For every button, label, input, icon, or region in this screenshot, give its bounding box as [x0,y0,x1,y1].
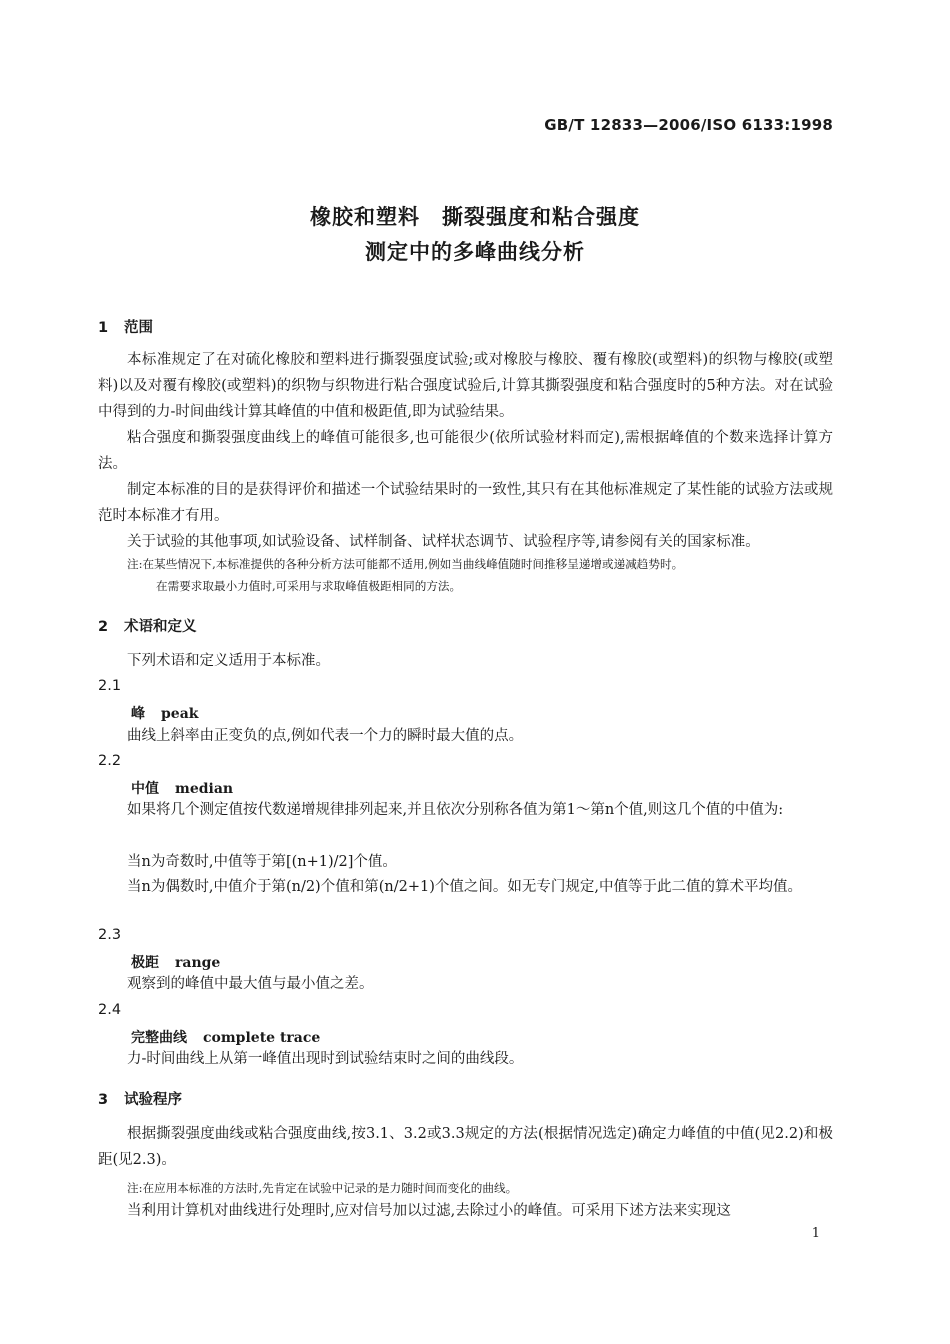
section-title: 术语和定义 [124,619,197,635]
term-definition: 曲线上斜率由正变负的点,例如代表一个力的瞬时最大值的点。 [127,728,524,744]
term-definition: 观察到的峰值中最大值与最小值之差。 [127,976,374,992]
term-definition: 如果将几个测定值按代数递增规律排列起来,并且依次分别称各值为第1～第n个值,则这几个值的中值为: [127,802,784,818]
section-title: 试验程序 [124,1092,182,1108]
section-1-paragraph-4: 关于试验的其他事项,如试验设备、试样制备、试样状态调节、试验程序等,请参阅有关的国家标准。 [127,534,760,550]
section-1-paragraph-2: 粘合强度和撕裂强度曲线上的峰值可能很多,也可能很少(依所试验材料而定),需根据峰值的个数来选择计算方法。 [98,430,833,472]
section-1-note [127,553,837,597]
term-zh: 中值 [131,781,159,797]
section-title: 范围 [124,320,153,336]
note-line-2: 在需要求取最小力值时,可采用与求取峰值极距相同的方法。 [156,579,462,593]
term-definition: 力-时间曲线上从第一峰值出现时到试验结束时之间的曲线段。 [127,1051,524,1067]
term-number: 2.1 [98,678,122,694]
median-odd-case: 当n为奇数时,中值等于第[(n+1)/2]个值。 [127,854,397,870]
term-heading [131,1027,320,1047]
section-1-paragraph-1: 本标准规定了在对硫化橡胶和塑料进行撕裂强度试验;或对橡胶与橡胶、覆有橡胶(或塑料)的织物与橡胶(或塑料)以及对覆有橡胶(或塑料)的织物与织物进行粘合强度试验后,计算其撕裂强度和粘合强度时的5种方法。对在试验中得到的力-时间曲线计算其峰值的中值和极距值,即为试验结果。 [98,352,833,420]
term-number: 2.2 [98,753,122,769]
section-number: 3 [98,1092,109,1108]
section-3-heading [98,1088,182,1109]
standard-code: GB/T 12833—2006/ISO 6133:1998 [544,116,833,134]
section-number: 1 [98,320,109,336]
title-line-2: 测定中的多峰曲线分析 [365,240,585,264]
page-number: 1 [811,1226,820,1241]
section-2-heading [98,615,197,636]
section-3-paragraph-1: 根据撕裂强度曲线或粘合强度曲线,按3.1、3.2或3.3规定的方法(根据情况选定)确定力峰值的中值(见2.2)和极距(见2.3)。 [98,1126,833,1168]
section-3-note: 注:在应用本标准的方法时,先肯定在试验中记录的是力随时间而变化的曲线。 [127,1181,518,1195]
term-zh: 完整曲线 [131,1030,187,1046]
section-1-paragraph-3: 制定本标准的目的是获得评价和描述一个试验结果时的一致性,其只有在其他标准规定了某性能的试验方法或规范时本标准才有用。 [98,482,833,524]
term-heading [131,778,233,798]
term-number: 2.3 [98,927,122,943]
term-number: 2.4 [98,1002,122,1018]
section-2-intro: 下列术语和定义适用于本标准。 [127,653,330,669]
title-line-1: 橡胶和塑料 撕裂强度和粘合强度 [310,205,640,229]
median-even-case: 当n为偶数时,中值介于第(n/2)个值和第(n/2+1)个值之间。如无专门规定,中值等于此二值的算术平均值。 [127,879,802,895]
term-zh: 峰 [131,706,145,722]
term-zh: 极距 [131,955,159,971]
section-1-heading [98,316,153,337]
section-3-paragraph-2: 当利用计算机对曲线进行处理时,应对信号加以过滤,去除过小的峰值。可采用下述方法来实现这 [127,1203,731,1219]
term-en: peak [161,706,199,722]
term-en: median [175,781,234,797]
section-number: 2 [98,619,109,635]
term-en: complete trace [203,1030,321,1046]
note-line-1: 注:在某些情况下,本标准提供的各种分析方法可能都不适用,例如当曲线峰值随时间推移呈递增或递减趋势时。 [127,557,684,571]
term-en: range [175,955,221,971]
term-heading [131,952,220,972]
term-heading [131,703,198,723]
